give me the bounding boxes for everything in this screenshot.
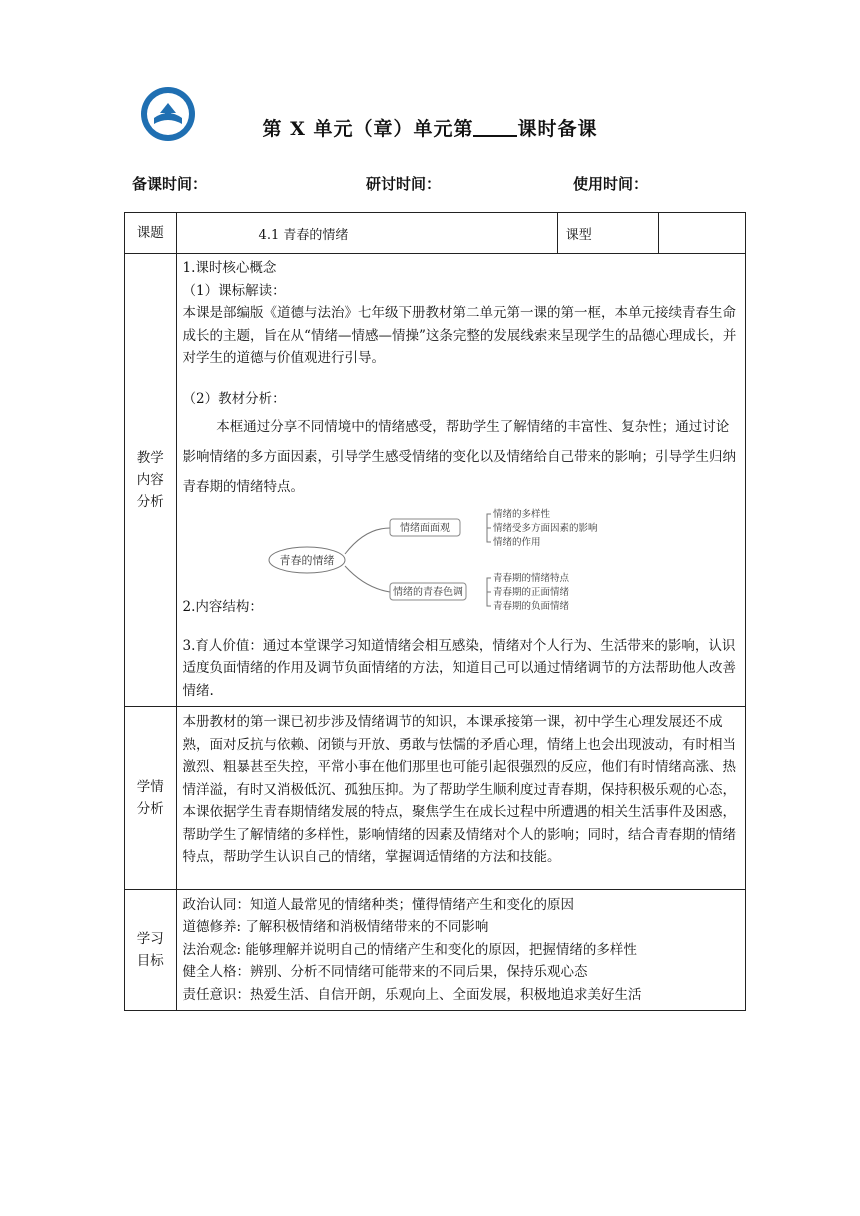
standard-reading-text: 本课是部编版《道德与法治》七年级下册教材第二单元第一课的第一框，本单元接续青春生命成长的主题，旨在从“情绪—情感—情操”这条完整的发展线索来呈现学生的品德心理成长，并对学生的道德与价值观进行引导。 bbox=[182, 305, 737, 366]
title-suffix: 课时备课 bbox=[517, 118, 598, 140]
content-row bbox=[125, 254, 746, 707]
content-label bbox=[125, 254, 177, 707]
standard-reading-heading: （1）课标解读： bbox=[182, 282, 286, 299]
mindmap-leaf-2-3: 青春期的负面情绪 bbox=[492, 601, 569, 612]
prep-time-label: 备课时间： bbox=[132, 175, 208, 193]
learning-goals-cell bbox=[176, 889, 745, 1011]
goal-personality: 健全人格：辨别、分析不同情绪可能带来的不同后果，保持乐观心态 bbox=[182, 964, 588, 980]
goal-moral: 道德修养: 了解积极情绪和消极情绪带来的不同影响 bbox=[182, 919, 489, 935]
page-title bbox=[0, 114, 860, 141]
learning-goals-row bbox=[125, 889, 746, 1011]
mindmap-leaf-2-1: 青春期的情绪特点 bbox=[492, 573, 569, 584]
mindmap-leaf-2-2: 青春期的正面情绪 bbox=[492, 587, 569, 598]
core-concept-heading: 1.课时核心概念 bbox=[182, 260, 277, 276]
learning-goals-label-text: 学习目标 bbox=[136, 930, 164, 969]
type-value bbox=[659, 213, 746, 254]
discuss-time-label: 研讨时间： bbox=[366, 175, 442, 193]
student-analysis-cell bbox=[176, 707, 745, 890]
educational-value-text: 3.育人价值：通过本堂课学习知道情绪会相互感染，情绪对个人行为、生活带来的影响，认识适度负面情绪的作用及调节负面情绪的方法，知道目己可以通过情绪调节的方法帮助他人改善情绪. bbox=[182, 637, 737, 699]
mindmap-leaf-1-1: 情绪的多样性 bbox=[492, 509, 550, 520]
content-cell bbox=[176, 254, 745, 707]
mindmap-bracket-1 bbox=[487, 514, 491, 542]
goal-legal: 法治观念: 能够理解并说明自己的情绪产生和变化的原因，把握情绪的多样性 bbox=[182, 941, 637, 958]
use-time-label: 使用时间： bbox=[573, 175, 649, 193]
mindmap-branch2: 情绪的青春色调 bbox=[392, 587, 463, 598]
mindmap-leaf-1-3: 情绪的作用 bbox=[492, 537, 541, 548]
textbook-analysis-heading: （2）教材分析： bbox=[182, 390, 286, 407]
student-analysis-row bbox=[125, 707, 746, 890]
topic-label: 课题 bbox=[125, 213, 177, 254]
goal-political: 政治认同：知道人最常见的情绪种类；懂得情绪产生和变化的原因 bbox=[182, 896, 575, 913]
content-structure-heading: 2.内容结构： bbox=[182, 599, 263, 615]
type-label: 课型 bbox=[557, 213, 659, 254]
student-analysis-label-text: 学情分析 bbox=[136, 778, 164, 817]
topic-row bbox=[125, 213, 746, 254]
student-analysis-label bbox=[125, 707, 177, 890]
lesson-number-blank bbox=[473, 117, 517, 137]
goal-responsibility: 责任意识：热爱生活、自信开朗，乐观向上、全面发展，积极地追求美好生活 bbox=[182, 986, 642, 1003]
textbook-analysis-text: 本框通过分享不同情境中的情绪感受，帮助学生了解情绪的丰富性、复杂性；通过讨论影响情绪的多方面因素，引导学生感受情绪的变化以及情绪给自己带来的影响；引导学生归纳青春期的情绪特点。 bbox=[182, 419, 737, 495]
title-prefix: 第 X 单元（章）单元第 bbox=[262, 118, 474, 140]
student-analysis-text: 本册教材的第一课已初步涉及情绪调节的知识，本课承接第一课，初中学生心理发展还不成熟，面对反抗与依赖、闭锁与开放、勇敢与怯懦的矛盾心理，情绪上也会出现波动，有时相当激烈、粗暴甚至失控，平常小事在他们那里也可能引起很强烈的反应，他们有时情绪高涨、热情洋溢，有时又消极低沉、孤独压抑。为了帮助学生顺利度过青春期，保持积极乐观的心态，本课依据学生青春期情绪发展的特点，聚焦学生在成长过程中所遭遇的相关生活事件及困惑，帮助学生了解情绪的多样性，影响情绪的因素及情绪对个人的影响；同时，结合青春期的情绪特点，帮助学生认识自己的情绪，掌握调适情绪的方法和技能。 bbox=[182, 714, 737, 865]
mindmap-leaf-1-2: 情绪受多方面因素的影响 bbox=[492, 523, 598, 534]
learning-goals-label bbox=[125, 889, 177, 1011]
lesson-plan-table bbox=[124, 212, 746, 1011]
mindmap-root: 青春的情绪 bbox=[279, 554, 335, 567]
mindmap-link-1 bbox=[345, 528, 390, 554]
mindmap-branch1: 情绪面面观 bbox=[399, 523, 450, 534]
mindmap-link-2 bbox=[345, 566, 390, 592]
topic-value: 4.1 青春的情绪 bbox=[176, 213, 557, 254]
content-label-text: 教学内容分析 bbox=[136, 450, 164, 510]
